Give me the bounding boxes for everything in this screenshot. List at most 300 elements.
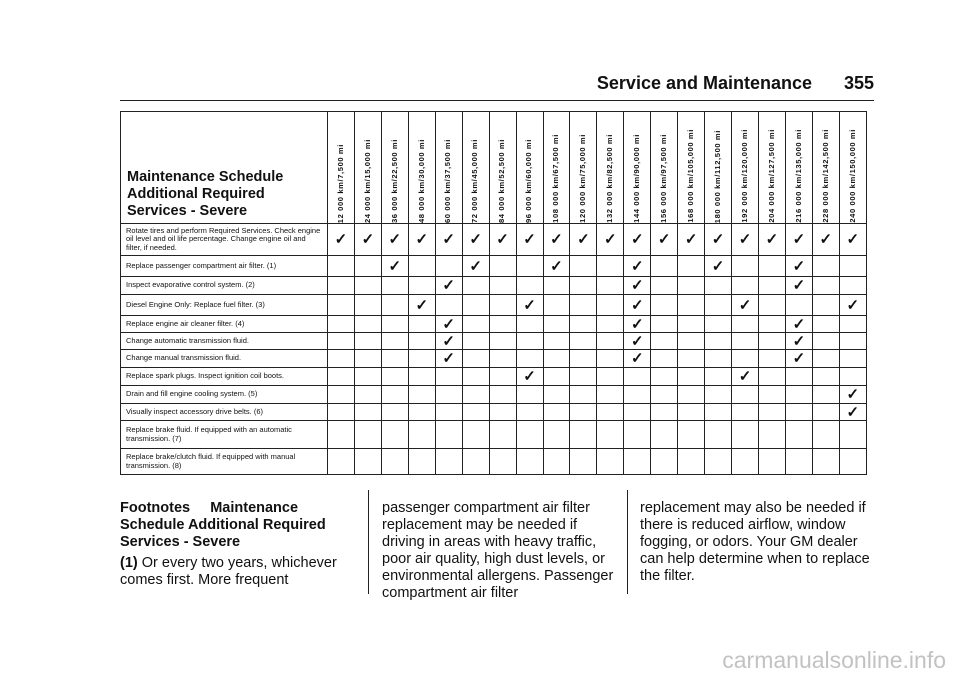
empty-cell (651, 277, 678, 295)
empty-cell (597, 386, 624, 404)
empty-cell (624, 368, 651, 386)
empty-cell (381, 316, 408, 333)
check-mark-icon: ✓ (516, 224, 543, 256)
check-mark-icon: ✓ (462, 224, 489, 256)
interval-label: 192 000 km/120,000 mi (739, 129, 749, 223)
empty-cell (812, 421, 839, 449)
interval-label: 216 000 km/135,000 mi (793, 129, 803, 223)
empty-cell (408, 449, 435, 475)
interval-label: 108 000 km/67,500 mi (551, 134, 561, 223)
interval-header (462, 112, 489, 224)
empty-cell (678, 316, 705, 333)
empty-cell (354, 386, 381, 404)
interval-label: 228 000 km/142,500 mi (820, 129, 830, 223)
check-mark-icon: ✓ (785, 316, 812, 333)
empty-cell (354, 333, 381, 350)
interval-label: 180 000 km/112,500 mi (712, 129, 722, 223)
empty-cell (570, 295, 597, 316)
service-item: Change automatic transmission fluid. (121, 333, 328, 350)
empty-cell (435, 386, 462, 404)
empty-cell (785, 295, 812, 316)
check-mark-icon: ✓ (785, 333, 812, 350)
empty-cell (489, 316, 516, 333)
section-title: Service and Maintenance (596, 73, 812, 93)
interval-header (705, 112, 732, 224)
empty-cell (435, 256, 462, 277)
empty-cell (381, 449, 408, 475)
check-mark-icon: ✓ (624, 316, 651, 333)
empty-cell (354, 449, 381, 475)
check-mark-icon: ✓ (624, 224, 651, 256)
table-title-line: Services - Severe (127, 203, 248, 219)
empty-cell (812, 350, 839, 368)
empty-cell (462, 421, 489, 449)
empty-cell (543, 386, 570, 404)
check-mark-icon: ✓ (812, 224, 839, 256)
footnote-text: Or every two years, whichever comes first. More frequent (120, 555, 337, 588)
check-mark-icon: ✓ (624, 277, 651, 295)
empty-cell (812, 333, 839, 350)
empty-cell (678, 333, 705, 350)
empty-cell (543, 277, 570, 295)
interval-label: 132 000 km/82,500 mi (605, 134, 615, 223)
empty-cell (759, 449, 786, 475)
footnotes-heading (120, 500, 356, 551)
service-item: Rotate tires and perform Required Services. Check engine oil level and oil life percentage. Change engine oil and filter, if needed. (121, 224, 328, 256)
service-item: Change manual transmission fluid. (121, 350, 328, 368)
empty-cell (328, 316, 355, 333)
interval-header (381, 112, 408, 224)
empty-cell (570, 386, 597, 404)
interval-label: 24 000 km/15,000 mi (362, 138, 372, 223)
empty-cell (570, 316, 597, 333)
empty-cell (516, 256, 543, 277)
empty-cell (624, 386, 651, 404)
empty-cell (839, 350, 866, 368)
empty-cell (759, 350, 786, 368)
service-item: Replace brake fluid. If equipped with an automatic transmission. (7) (121, 421, 328, 449)
interval-label: 48 000 km/30,000 mi (416, 138, 426, 223)
empty-cell (543, 449, 570, 475)
empty-cell (651, 449, 678, 475)
empty-cell (354, 421, 381, 449)
empty-cell (624, 404, 651, 421)
empty-cell (705, 404, 732, 421)
check-mark-icon: ✓ (705, 224, 732, 256)
service-item: Replace passenger compartment air filter. (1) (121, 256, 328, 277)
footnotes-column-2: passenger compartment air filter replacement may be needed if driving in areas with heavy traffic, poor air quality, high dust levels, or environmental allergens. Passenger compartment air filter (382, 500, 614, 601)
check-mark-icon: ✓ (516, 368, 543, 386)
check-mark-icon: ✓ (435, 224, 462, 256)
empty-cell (543, 295, 570, 316)
empty-cell (462, 449, 489, 475)
empty-cell (381, 404, 408, 421)
interval-label: 96 000 km/60,000 mi (524, 138, 534, 223)
empty-cell (839, 421, 866, 449)
table-row (121, 421, 867, 449)
check-mark-icon: ✓ (435, 333, 462, 350)
empty-cell (408, 277, 435, 295)
empty-cell (435, 295, 462, 316)
empty-cell (516, 333, 543, 350)
empty-cell (678, 404, 705, 421)
empty-cell (354, 404, 381, 421)
interval-header (651, 112, 678, 224)
empty-cell (462, 333, 489, 350)
empty-cell (462, 368, 489, 386)
check-mark-icon: ✓ (435, 277, 462, 295)
empty-cell (435, 449, 462, 475)
empty-cell (597, 421, 624, 449)
empty-cell (489, 404, 516, 421)
service-item: Visually inspect accessory drive belts. (6) (121, 404, 328, 421)
empty-cell (516, 449, 543, 475)
check-mark-icon: ✓ (785, 277, 812, 295)
empty-cell (328, 386, 355, 404)
empty-cell (651, 295, 678, 316)
empty-cell (759, 421, 786, 449)
empty-cell (678, 277, 705, 295)
interval-header (732, 112, 759, 224)
empty-cell (354, 368, 381, 386)
empty-cell (489, 333, 516, 350)
empty-cell (381, 350, 408, 368)
empty-cell (597, 277, 624, 295)
empty-cell (705, 316, 732, 333)
table-row (121, 404, 867, 421)
empty-cell (678, 449, 705, 475)
empty-cell (381, 333, 408, 350)
empty-cell (732, 449, 759, 475)
check-mark-icon: ✓ (785, 224, 812, 256)
check-mark-icon: ✓ (354, 224, 381, 256)
empty-cell (597, 316, 624, 333)
empty-cell (597, 333, 624, 350)
empty-cell (812, 256, 839, 277)
empty-cell (543, 350, 570, 368)
check-mark-icon: ✓ (785, 256, 812, 277)
check-mark-icon: ✓ (408, 295, 435, 316)
service-item: Inspect evaporative control system. (2) (121, 277, 328, 295)
empty-cell (732, 421, 759, 449)
interval-header (597, 112, 624, 224)
interval-header (839, 112, 866, 224)
empty-cell (408, 421, 435, 449)
empty-cell (489, 368, 516, 386)
empty-cell (543, 421, 570, 449)
empty-cell (381, 295, 408, 316)
check-mark-icon: ✓ (570, 224, 597, 256)
interval-label: 12 000 km/7,500 mi (335, 143, 345, 223)
interval-header (489, 112, 516, 224)
empty-cell (812, 449, 839, 475)
empty-cell (812, 277, 839, 295)
empty-cell (812, 404, 839, 421)
empty-cell (328, 421, 355, 449)
empty-cell (328, 350, 355, 368)
empty-cell (489, 350, 516, 368)
empty-cell (408, 386, 435, 404)
empty-cell (516, 386, 543, 404)
empty-cell (462, 277, 489, 295)
empty-cell (489, 256, 516, 277)
table-row (121, 350, 867, 368)
check-mark-icon: ✓ (732, 368, 759, 386)
empty-cell (516, 404, 543, 421)
check-mark-icon: ✓ (435, 316, 462, 333)
empty-cell (597, 368, 624, 386)
empty-cell (570, 449, 597, 475)
column-divider (368, 490, 369, 594)
interval-label: 84 000 km/52,500 mi (497, 138, 507, 223)
empty-cell (543, 404, 570, 421)
check-mark-icon: ✓ (651, 224, 678, 256)
empty-cell (516, 421, 543, 449)
empty-cell (624, 449, 651, 475)
empty-cell (785, 368, 812, 386)
table-header-row (121, 112, 867, 224)
empty-cell (678, 368, 705, 386)
empty-cell (651, 368, 678, 386)
empty-cell (705, 421, 732, 449)
empty-cell (570, 404, 597, 421)
empty-cell (489, 277, 516, 295)
interval-label: 120 000 km/75,000 mi (578, 134, 588, 223)
check-mark-icon: ✓ (435, 350, 462, 368)
empty-cell (705, 386, 732, 404)
empty-cell (381, 277, 408, 295)
empty-cell (462, 316, 489, 333)
check-mark-icon: ✓ (839, 295, 866, 316)
check-mark-icon: ✓ (328, 224, 355, 256)
empty-cell (570, 277, 597, 295)
empty-cell (435, 368, 462, 386)
empty-cell (354, 316, 381, 333)
empty-cell (732, 316, 759, 333)
footnote-marker: (1) (120, 555, 138, 571)
interval-header (759, 112, 786, 224)
empty-cell (597, 404, 624, 421)
empty-cell (462, 386, 489, 404)
interval-label: 156 000 km/97,500 mi (658, 134, 668, 223)
empty-cell (651, 421, 678, 449)
empty-cell (705, 449, 732, 475)
empty-cell (328, 295, 355, 316)
empty-cell (705, 350, 732, 368)
check-mark-icon: ✓ (408, 224, 435, 256)
service-item: Replace brake/clutch fluid. If equipped with manual transmission. (8) (121, 449, 328, 475)
empty-cell (328, 333, 355, 350)
page-header (120, 70, 874, 101)
check-mark-icon: ✓ (759, 224, 786, 256)
interval-header (543, 112, 570, 224)
interval-label: 144 000 km/90,000 mi (632, 134, 642, 223)
empty-cell (489, 386, 516, 404)
empty-cell (839, 316, 866, 333)
footnotes-column-1 (120, 500, 356, 589)
footnote-1 (120, 555, 356, 589)
interval-header (408, 112, 435, 224)
table-row (121, 386, 867, 404)
check-mark-icon: ✓ (381, 256, 408, 277)
empty-cell (705, 333, 732, 350)
interval-header (624, 112, 651, 224)
table-row (121, 224, 867, 256)
empty-cell (435, 404, 462, 421)
check-mark-icon: ✓ (516, 295, 543, 316)
empty-cell (759, 333, 786, 350)
empty-cell (785, 386, 812, 404)
empty-cell (651, 316, 678, 333)
empty-cell (543, 368, 570, 386)
footnotes-column-3: replacement may also be needed if there is reduced airflow, window fogging, or odors. Your GM dealer can help determine when to replace the filter. (640, 500, 870, 584)
empty-cell (328, 277, 355, 295)
empty-cell (435, 421, 462, 449)
column-divider (627, 490, 628, 594)
empty-cell (812, 368, 839, 386)
interval-label: 240 000 km/150,000 mi (847, 129, 857, 223)
table-title-line: Maintenance Schedule (127, 169, 284, 185)
empty-cell (408, 404, 435, 421)
empty-cell (812, 386, 839, 404)
check-mark-icon: ✓ (597, 224, 624, 256)
service-item: Drain and fill engine cooling system. (5) (121, 386, 328, 404)
interval-header (678, 112, 705, 224)
empty-cell (381, 421, 408, 449)
interval-header (812, 112, 839, 224)
empty-cell (354, 295, 381, 316)
interval-header (435, 112, 462, 224)
empty-cell (651, 256, 678, 277)
interval-label: 168 000 km/105,000 mi (685, 129, 695, 223)
empty-cell (839, 449, 866, 475)
empty-cell (624, 421, 651, 449)
empty-cell (354, 350, 381, 368)
check-mark-icon: ✓ (624, 295, 651, 316)
service-item: Diesel Engine Only: Replace fuel filter. (3) (121, 295, 328, 316)
table-row (121, 333, 867, 350)
empty-cell (732, 256, 759, 277)
empty-cell (678, 295, 705, 316)
interval-header (785, 112, 812, 224)
empty-cell (732, 386, 759, 404)
empty-cell (381, 386, 408, 404)
check-mark-icon: ✓ (678, 224, 705, 256)
empty-cell (759, 316, 786, 333)
empty-cell (759, 368, 786, 386)
service-item: Replace engine air cleaner filter. (4) (121, 316, 328, 333)
empty-cell (759, 256, 786, 277)
empty-cell (651, 333, 678, 350)
empty-cell (462, 404, 489, 421)
page-number: 355 (843, 73, 874, 93)
empty-cell (678, 256, 705, 277)
empty-cell (759, 295, 786, 316)
table-row (121, 449, 867, 475)
empty-cell (354, 277, 381, 295)
empty-cell (328, 449, 355, 475)
empty-cell (839, 333, 866, 350)
check-mark-icon: ✓ (489, 224, 516, 256)
empty-cell (462, 295, 489, 316)
check-mark-icon: ✓ (624, 333, 651, 350)
maintenance-schedule-table (120, 111, 867, 475)
empty-cell (839, 277, 866, 295)
empty-cell (785, 449, 812, 475)
watermark: carmanualsonline.info (722, 647, 946, 673)
interval-label: 72 000 km/45,000 mi (470, 138, 480, 223)
empty-cell (489, 421, 516, 449)
table-row (121, 256, 867, 277)
check-mark-icon: ✓ (543, 256, 570, 277)
check-mark-icon: ✓ (705, 256, 732, 277)
empty-cell (328, 368, 355, 386)
empty-cell (408, 316, 435, 333)
empty-cell (732, 277, 759, 295)
empty-cell (543, 316, 570, 333)
empty-cell (839, 368, 866, 386)
empty-cell (812, 295, 839, 316)
check-mark-icon: ✓ (624, 350, 651, 368)
interval-header (516, 112, 543, 224)
empty-cell (328, 256, 355, 277)
empty-cell (462, 350, 489, 368)
empty-cell (759, 386, 786, 404)
table-row (121, 368, 867, 386)
empty-cell (597, 256, 624, 277)
empty-cell (570, 333, 597, 350)
empty-cell (678, 350, 705, 368)
empty-cell (812, 316, 839, 333)
empty-cell (570, 256, 597, 277)
empty-cell (732, 404, 759, 421)
check-mark-icon: ✓ (543, 224, 570, 256)
empty-cell (732, 333, 759, 350)
empty-cell (489, 295, 516, 316)
empty-cell (759, 404, 786, 421)
empty-cell (381, 368, 408, 386)
check-mark-icon: ✓ (839, 224, 866, 256)
empty-cell (597, 449, 624, 475)
service-item: Replace spark plugs. Inspect ignition coil boots. (121, 368, 328, 386)
empty-cell (678, 421, 705, 449)
check-mark-icon: ✓ (839, 404, 866, 421)
empty-cell (408, 350, 435, 368)
empty-cell (570, 421, 597, 449)
empty-cell (651, 350, 678, 368)
interval-header (354, 112, 381, 224)
empty-cell (516, 277, 543, 295)
interval-label: 36 000 km/22,500 mi (389, 138, 399, 223)
empty-cell (354, 256, 381, 277)
empty-cell (516, 316, 543, 333)
interval-label: 60 000 km/37,500 mi (443, 138, 453, 223)
check-mark-icon: ✓ (839, 386, 866, 404)
empty-cell (839, 256, 866, 277)
empty-cell (543, 333, 570, 350)
footnotes-heading-line: Footnotes Maintenance (120, 500, 299, 516)
table-title-line: Additional Required (127, 186, 265, 202)
footnotes-heading-line: Schedule Additional Required (120, 517, 326, 533)
empty-cell (489, 449, 516, 475)
empty-cell (785, 421, 812, 449)
empty-cell (732, 350, 759, 368)
check-mark-icon: ✓ (785, 350, 812, 368)
empty-cell (408, 333, 435, 350)
empty-cell (678, 386, 705, 404)
check-mark-icon: ✓ (732, 295, 759, 316)
empty-cell (705, 277, 732, 295)
